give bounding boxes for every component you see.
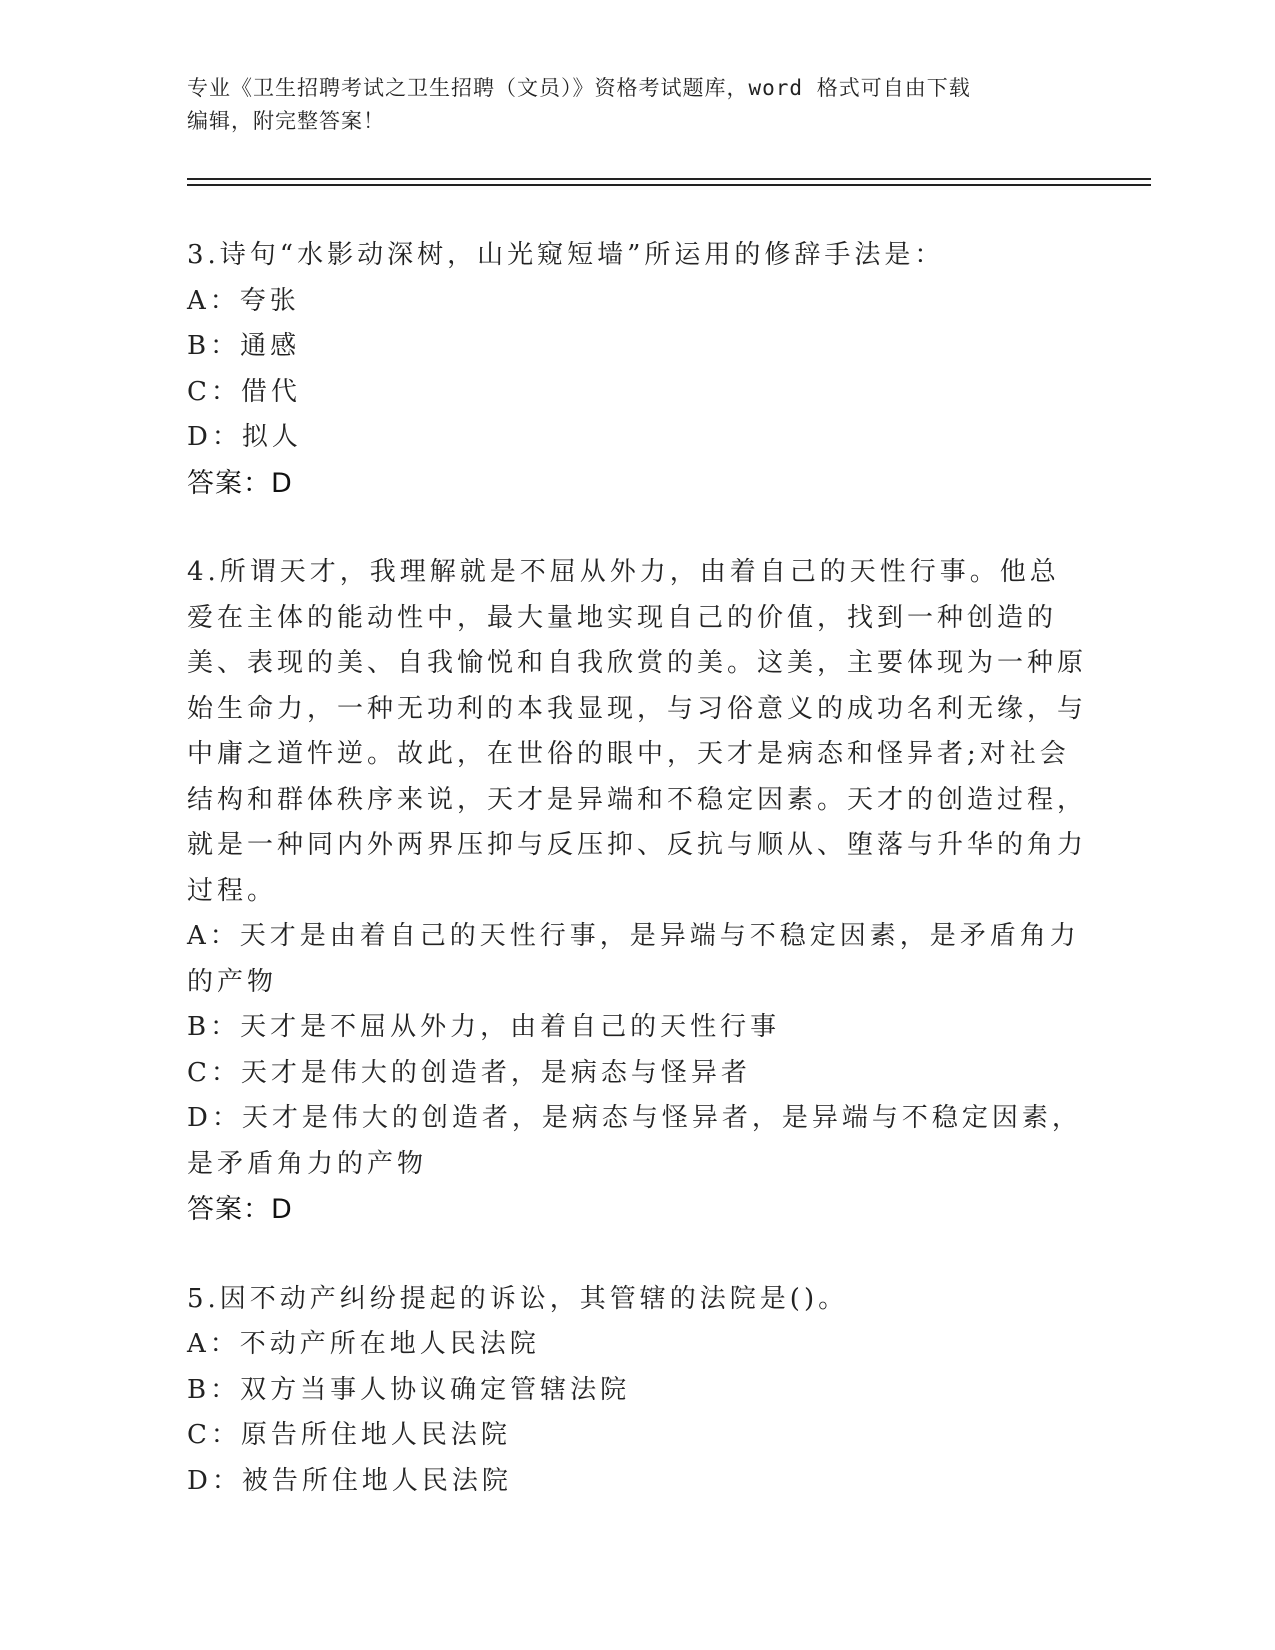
option-c: C：借代	[187, 376, 301, 407]
option-a: A：夸张	[187, 285, 300, 316]
question-stem: 5.因不动产纠纷提起的诉讼，其管辖的法院是()。	[187, 1283, 849, 1314]
question-5	[187, 1277, 1087, 1505]
option-d: D：天才是伟大的创造者，是病态与怪异者，是异端与不稳定因素，是矛盾角力的产物	[187, 1103, 1082, 1179]
option-a: A：不动产所在地人民法院	[187, 1329, 540, 1359]
header-divider-top	[187, 178, 1151, 180]
option-c: C：天才是伟大的创造者，是病态与怪异者	[187, 1057, 751, 1088]
option-a: A：天才是由着自己的天性行事，是异端与不稳定因素，是矛盾角力的产物	[187, 921, 1080, 997]
question-stem: 3.诗句“水影动深树，山光窥短墙”所运用的修辞手法是：	[187, 240, 945, 270]
option-b: B：通感	[187, 331, 301, 361]
option-d: D：拟人	[187, 422, 302, 452]
option-b: B：天才是不屈从外力，由着自己的天性行事	[187, 1012, 781, 1042]
header-line-2: 编辑，附完整答案！	[187, 109, 385, 133]
option-d: D：被告所住地人民法院	[187, 1465, 512, 1496]
header-line-1: 专业《卫生招聘考试之卫生招聘（文员）》资格考试题库，word 格式可自由下载	[187, 76, 971, 100]
question-stem: 4.所谓天才，我理解就是不屈从外力，由着自己的天性行事。他总爱在主体的能动性中，最大量地实现自己的价值，找到一种创造的美、表现的美、自我愉悦和自我欣赏的美。这美，主要体现为一种原始生命力，一种无功利的本我显现，与习俗意义的成功名利无缘，与中庸之道忤逆。故此，在世俗的眼中，天才是病态和怪异者;对社会结构和群体秩序来说，天才是异端和不稳定因素。天才的创造过程，就是一种同内外两界压抑与反压抑、反抗与顺从、堕落与升华的角力过程。	[187, 557, 1088, 906]
question-4	[187, 550, 1087, 1233]
answer-label: 答案：D	[187, 1194, 293, 1225]
answer-label: 答案：D	[187, 467, 293, 499]
question-list	[187, 233, 1087, 1548]
option-b: B：双方当事人协议确定管辖法院	[187, 1374, 631, 1405]
document-header	[187, 72, 1087, 138]
question-3	[187, 233, 1087, 506]
option-c: C：原告所住地人民法院	[187, 1420, 511, 1450]
header-divider-bottom	[187, 184, 1151, 186]
